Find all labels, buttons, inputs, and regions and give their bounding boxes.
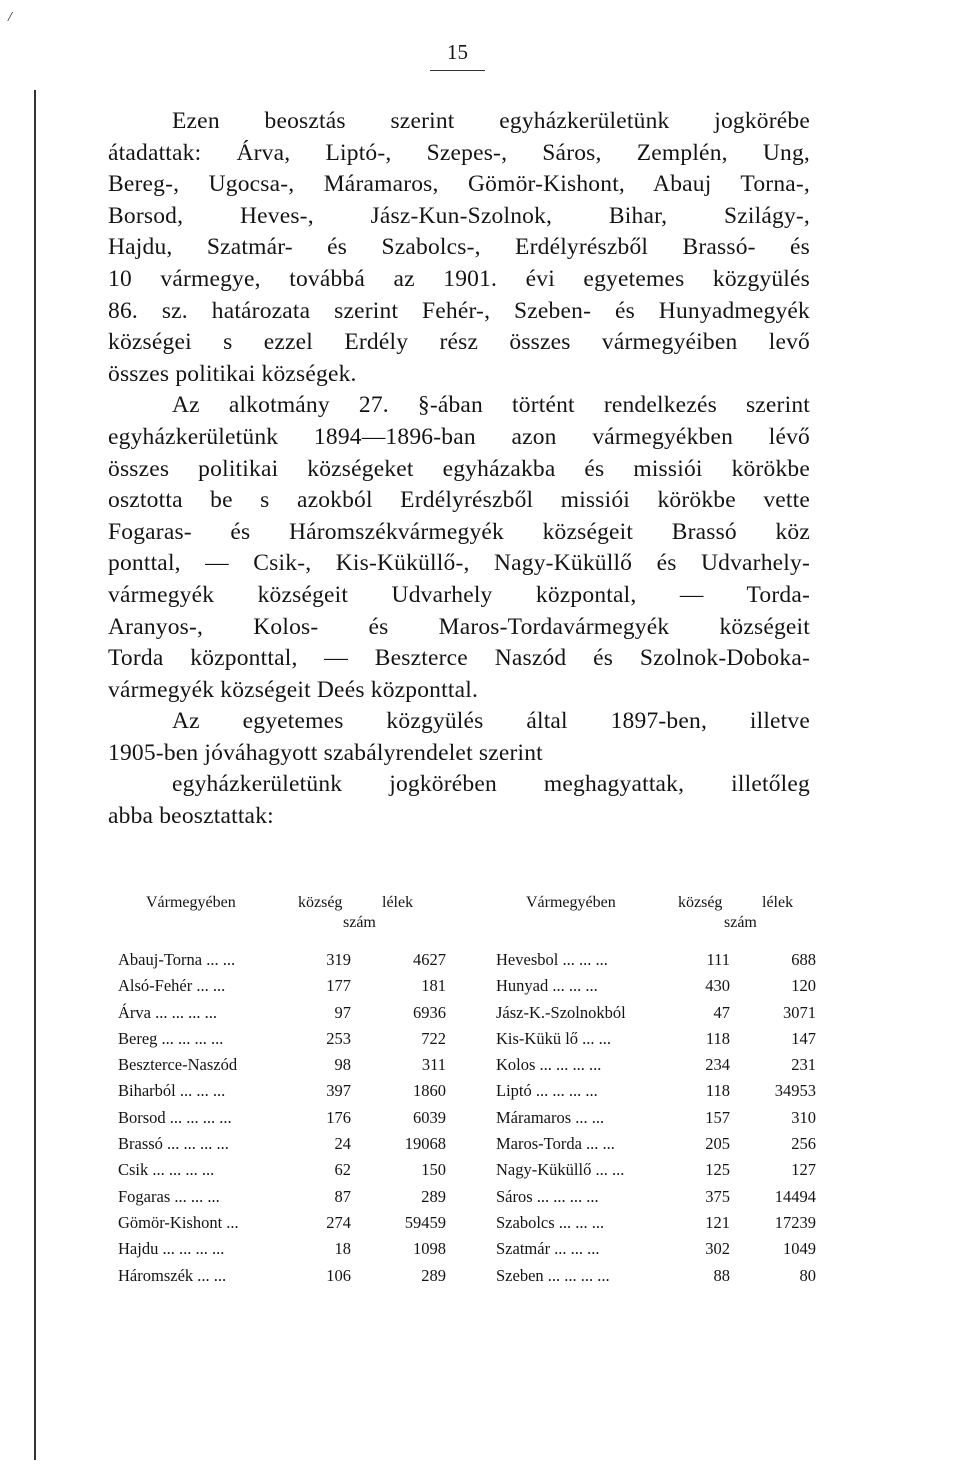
header-varmegyeben: Vármegyében bbox=[526, 894, 616, 911]
county-name: Gömör-Kishont ... bbox=[118, 1212, 239, 1232]
header-lelek: lélek bbox=[382, 894, 414, 911]
lelek-count: 120 bbox=[791, 976, 816, 996]
text-line: osztotta be s azokból Erdélyrészből missiói körökbe vette bbox=[108, 487, 810, 514]
lelek-count: 1098 bbox=[413, 1239, 446, 1259]
county-name: Abauj-Torna ... ... bbox=[118, 950, 236, 969]
county-name: Szabolcs ... ... ... bbox=[496, 1212, 605, 1232]
county-table-right bbox=[496, 893, 818, 1289]
kozseg-count: 157 bbox=[705, 1107, 730, 1127]
county-name: Máramaros ... ... bbox=[496, 1107, 605, 1127]
kozseg-count: 234 bbox=[705, 1055, 730, 1075]
lelek-count: 310 bbox=[791, 1107, 816, 1127]
text-line: Az alkotmány 27. §-ában történt rendelkezés szerint bbox=[172, 392, 810, 419]
table-row bbox=[118, 1263, 446, 1289]
text-line: Fogaras- és Háromszékvármegyék községeit Brassó köz bbox=[108, 518, 810, 545]
table-row bbox=[118, 1026, 446, 1052]
text-line: összes politikai községeket egyházakba és missiói körökbe bbox=[108, 455, 810, 482]
county-name: Nagy-Küküllő ... ... bbox=[496, 1160, 625, 1180]
table-row bbox=[118, 1078, 446, 1104]
table-row bbox=[496, 1000, 818, 1026]
lelek-count: 289 bbox=[421, 1186, 446, 1206]
county-name: Szeben ... ... ... ... bbox=[496, 1265, 610, 1285]
kozseg-count: 106 bbox=[326, 1265, 351, 1285]
lelek-count: 147 bbox=[791, 1028, 816, 1048]
lelek-count: 3071 bbox=[783, 1002, 816, 1022]
kozseg-count: 375 bbox=[705, 1186, 730, 1206]
table-row bbox=[496, 1157, 818, 1183]
kozseg-count: 111 bbox=[706, 950, 730, 969]
kozseg-count: 253 bbox=[326, 1028, 351, 1048]
lelek-count: 127 bbox=[791, 1160, 816, 1180]
text-line: Aranyos-, Kolos- és Maros-Tordavármegyék községeit bbox=[108, 613, 810, 640]
lelek-count: 688 bbox=[791, 950, 816, 969]
county-name: Bereg ... ... ... ... bbox=[118, 1028, 224, 1048]
lelek-count: 722 bbox=[421, 1028, 446, 1048]
lelek-count: 150 bbox=[421, 1160, 446, 1180]
county-name: Brassó ... ... ... ... bbox=[118, 1134, 229, 1154]
county-name: Sáros ... ... ... ... bbox=[496, 1186, 599, 1206]
page-edge-line bbox=[34, 90, 36, 1460]
text-line: községei s ezzel Erdély rész összes vármegyéiben levő bbox=[108, 329, 810, 356]
body-text bbox=[108, 106, 810, 833]
county-name: Hunyad ... ... ... bbox=[496, 976, 598, 996]
kozseg-count: 319 bbox=[326, 950, 351, 969]
kozseg-count: 118 bbox=[705, 1081, 730, 1101]
table-row bbox=[496, 1210, 818, 1236]
header-kozseg: község bbox=[298, 894, 343, 911]
kozseg-count: 24 bbox=[334, 1134, 351, 1154]
table-row bbox=[118, 973, 446, 999]
table-row bbox=[496, 1105, 818, 1131]
kozseg-count: 397 bbox=[326, 1081, 351, 1101]
lelek-count: 17239 bbox=[774, 1212, 816, 1232]
table-row bbox=[118, 1184, 446, 1210]
county-name: Alsó-Fehér ... ... bbox=[118, 976, 226, 996]
text-line: 10 vármegye, továbbá az 1901. évi egyetemes közgyülés bbox=[108, 265, 810, 292]
kozseg-count: 98 bbox=[334, 1055, 351, 1075]
text-line: Bereg-, Ugocsa-, Máramaros, Gömör-Kishont, Abauj Torna-, bbox=[108, 171, 810, 198]
text-line: 86. sz. határozata szerint Fehér-, Szeben- és Hunyadmegyék bbox=[108, 297, 810, 324]
kozseg-count: 176 bbox=[326, 1107, 351, 1127]
county-name: Maros-Torda ... ... bbox=[496, 1134, 615, 1154]
text-line: Hajdu, Szatmár- és Szabolcs-, Erdélyrészből Brassó- és bbox=[108, 234, 810, 261]
kozseg-count: 97 bbox=[334, 1002, 351, 1022]
county-name: Szatmár ... ... ... bbox=[496, 1239, 600, 1259]
county-name: Hevesbol ... ... ... bbox=[496, 950, 608, 969]
kozseg-count: 121 bbox=[705, 1212, 730, 1232]
lelek-count: 1860 bbox=[413, 1081, 446, 1101]
table-row bbox=[496, 1131, 818, 1157]
page-number: 15 bbox=[430, 40, 485, 71]
header-szam: szám bbox=[724, 914, 757, 931]
county-name: Jász-K.-Szolnokból bbox=[496, 1002, 626, 1022]
table-row bbox=[118, 1131, 446, 1157]
text-line: abba beosztattak: bbox=[108, 803, 274, 830]
kozseg-count: 302 bbox=[705, 1239, 730, 1259]
text-line: Az egyetemes közgyülés által 1897-ben, illetve bbox=[172, 708, 810, 735]
text-line: ponttal, — Csik-, Kis-Küküllő-, Nagy-Küküllő és Udvarhely- bbox=[108, 550, 810, 577]
county-name: Kis-Kükü lő ... ... bbox=[496, 1028, 612, 1048]
lelek-count: 311 bbox=[421, 1055, 446, 1075]
table-row bbox=[118, 1236, 446, 1262]
text-line: egyházkerületünk jogkörében meghagyattak, illetőleg bbox=[172, 771, 810, 798]
lelek-count: 6039 bbox=[413, 1107, 446, 1127]
county-name: Kolos ... ... ... ... bbox=[496, 1055, 602, 1075]
table-row bbox=[496, 1052, 818, 1078]
lelek-count: 231 bbox=[791, 1055, 816, 1075]
table-row bbox=[496, 1026, 818, 1052]
lelek-count: 289 bbox=[421, 1265, 446, 1285]
county-name: Liptó ... ... ... ... bbox=[496, 1081, 598, 1101]
kozseg-count: 47 bbox=[713, 1002, 730, 1022]
kozseg-count: 88 bbox=[713, 1265, 730, 1285]
lelek-count: 59459 bbox=[404, 1212, 446, 1232]
table-row bbox=[496, 1184, 818, 1210]
header-kozseg: község bbox=[678, 894, 723, 911]
lelek-count: 19068 bbox=[404, 1134, 446, 1154]
county-name: Csik ... ... ... ... bbox=[118, 1160, 215, 1180]
kozseg-count: 18 bbox=[334, 1239, 351, 1259]
county-name: Árva ... ... ... ... bbox=[118, 1002, 217, 1022]
table-body bbox=[496, 947, 818, 1289]
text-line: vármegyék községeit Deés központtal. bbox=[108, 676, 479, 703]
table-row bbox=[118, 1210, 446, 1236]
table-row bbox=[496, 1078, 818, 1104]
lelek-count: 181 bbox=[421, 976, 446, 996]
text-line: Torda központtal, — Beszterce Naszód és Szolnok-Doboka- bbox=[108, 645, 810, 672]
text-line: átadattak: Árva, Liptó-, Szepes-, Sáros, Zemplén, Ung, bbox=[108, 139, 810, 166]
county-name: Biharból ... ... ... bbox=[118, 1081, 226, 1101]
table-row bbox=[118, 1052, 446, 1078]
corner-mark: / bbox=[8, 10, 12, 25]
table-row bbox=[496, 947, 818, 973]
county-name: Borsod ... ... ... ... bbox=[118, 1107, 232, 1127]
lelek-count: 80 bbox=[799, 1265, 816, 1285]
kozseg-count: 430 bbox=[705, 976, 730, 996]
table-header bbox=[118, 893, 446, 941]
header-lelek: lélek bbox=[762, 894, 794, 911]
kozseg-count: 205 bbox=[705, 1134, 730, 1154]
text-line: összes politikai községek. bbox=[108, 360, 357, 387]
county-name: Háromszék ... ... bbox=[118, 1265, 227, 1285]
county-table-left bbox=[118, 893, 446, 1289]
text-line: 1905-ben jóváhagyott szabályrendelet szerint bbox=[108, 739, 543, 766]
table-body bbox=[118, 947, 446, 1289]
text-line: vármegyék községeit Udvarhely központal, — Torda- bbox=[108, 581, 810, 608]
text-line: Borsod, Heves-, Jász-Kun-Szolnok, Bihar, Szilágy-, bbox=[108, 202, 810, 229]
lelek-count: 6936 bbox=[413, 1002, 446, 1022]
lelek-count: 4627 bbox=[413, 950, 446, 969]
kozseg-count: 87 bbox=[334, 1186, 351, 1206]
text-line: egyházkerületünk 1894—1896-ban azon vármegyékben lévő bbox=[108, 423, 810, 450]
county-name: Hajdu ... ... ... ... bbox=[118, 1239, 225, 1259]
table-header bbox=[496, 893, 818, 941]
table-row bbox=[496, 973, 818, 999]
kozseg-count: 62 bbox=[334, 1160, 351, 1180]
lelek-count: 256 bbox=[791, 1134, 816, 1154]
lelek-count: 1049 bbox=[783, 1239, 816, 1259]
county-name: Fogaras ... ... ... bbox=[118, 1186, 220, 1206]
lelek-count: 34953 bbox=[774, 1081, 816, 1101]
kozseg-count: 118 bbox=[705, 1028, 730, 1048]
table-row bbox=[118, 1105, 446, 1131]
table-row bbox=[496, 1263, 818, 1289]
table-row bbox=[496, 1236, 818, 1262]
kozseg-count: 274 bbox=[326, 1212, 351, 1232]
table-row bbox=[118, 947, 446, 973]
header-szam: szám bbox=[343, 914, 376, 931]
text-line: Ezen beosztás szerint egyházkerületünk jogkörébe bbox=[172, 108, 810, 134]
lelek-count: 14494 bbox=[774, 1186, 816, 1206]
county-name: Beszterce-Naszód bbox=[118, 1055, 238, 1075]
kozseg-count: 177 bbox=[326, 976, 351, 996]
table-row bbox=[118, 1157, 446, 1183]
kozseg-count: 125 bbox=[705, 1160, 730, 1180]
header-varmegyeben: Vármegyében bbox=[146, 894, 236, 911]
table-row bbox=[118, 1000, 446, 1026]
